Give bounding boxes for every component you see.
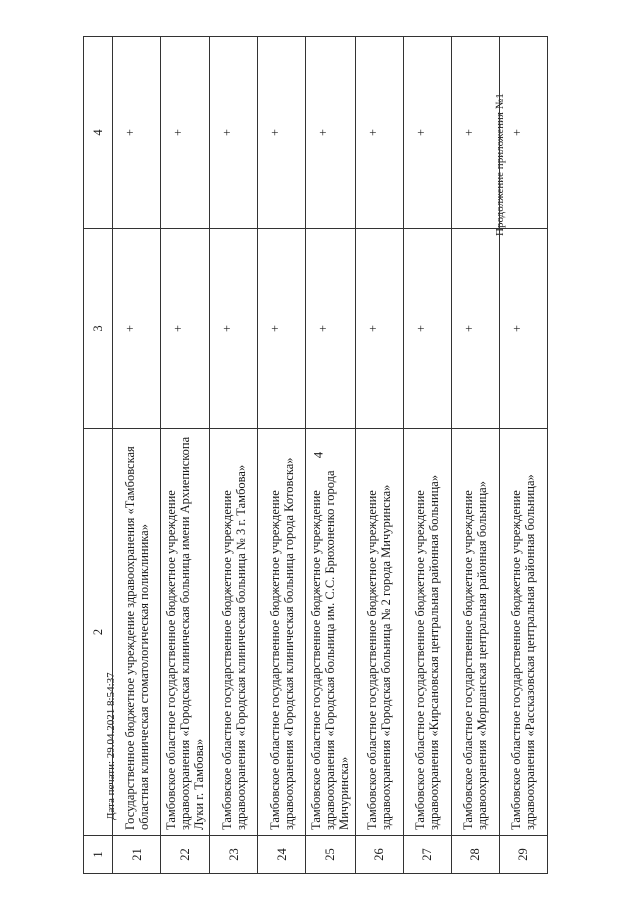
institution-name: Тамбовское областное государственное бюджетное учреждение здравоохранения «Городская больница № 2 города Мичуринска» — [355, 429, 403, 836]
institutions-table-container — [83, 37, 548, 874]
institution-name: Государственное бюджетное учреждение здравоохранения «Тамбовская областная клиническая стоматологическая поликлиника» — [113, 429, 161, 836]
institution-name: Тамбовское областное государственное бюджетное учреждение здравоохранения «Городская клиническая больница имени Архиепископа Луки г. Тамбова» — [161, 429, 210, 836]
row-number: 29 — [499, 836, 547, 874]
row-number: 25 — [306, 836, 355, 874]
column-4-mark: + — [258, 37, 306, 229]
column-header-2: 2 — [84, 429, 113, 836]
row-number: 27 — [403, 836, 451, 874]
table-row — [403, 37, 451, 874]
column-3-mark: + — [113, 229, 161, 429]
appendix-continuation-note: Продолжение приложения №1 — [494, 93, 506, 236]
row-number: 21 — [113, 836, 161, 874]
column-4-mark: + — [403, 37, 451, 229]
column-3-mark: + — [306, 229, 355, 429]
column-3-mark: + — [451, 229, 499, 429]
institution-name: Тамбовское областное государственное бюджетное учреждение здравоохранения «Кирсановская центральная районная больница» — [403, 429, 451, 836]
column-3-mark: + — [355, 229, 403, 429]
institutions-table — [83, 36, 548, 874]
table-row — [355, 37, 403, 874]
institution-name: Тамбовское областное государственное бюджетное учреждение здравоохранения «Городская больница им. С.С. Брюхоненко города Мичуринска» — [306, 429, 355, 836]
column-header-4: 4 — [84, 37, 113, 229]
table-row — [499, 37, 547, 874]
page-number: 4 — [310, 451, 326, 459]
institution-name: Тамбовское областное государственное бюджетное учреждение здравоохранения «Моршанская центральная районная больница» — [451, 429, 499, 836]
column-4-mark: + — [499, 37, 547, 229]
table-row — [306, 37, 355, 874]
table-row — [113, 37, 161, 874]
column-3-mark: + — [403, 229, 451, 429]
column-3-mark: + — [258, 229, 306, 429]
column-header-1: 1 — [84, 836, 113, 874]
table-row — [210, 37, 258, 874]
row-number: 26 — [355, 836, 403, 874]
row-number: 23 — [210, 836, 258, 874]
column-3-mark: + — [499, 229, 547, 429]
table-row — [451, 37, 499, 874]
column-4-mark: + — [210, 37, 258, 229]
column-4-mark: + — [355, 37, 403, 229]
row-number: 22 — [161, 836, 210, 874]
column-4-mark: + — [451, 37, 499, 229]
column-3-mark: + — [161, 229, 210, 429]
column-4-mark: + — [161, 37, 210, 229]
institution-name: Тамбовское областное государственное бюджетное учреждение здравоохранения «Городская клиническая больница № 3 г. Тамбова» — [210, 429, 258, 836]
table-header-row — [84, 37, 113, 874]
institution-name: Тамбовское областное государственное бюджетное учреждение здравоохранения «Городская клиническая больница города Котовска» — [258, 429, 306, 836]
institution-name: Тамбовское областное государственное бюджетное учреждение здравоохранения «Рассказовская центральная районная больница» — [499, 429, 547, 836]
table-row — [161, 37, 210, 874]
row-number: 24 — [258, 836, 306, 874]
row-number: 28 — [451, 836, 499, 874]
column-header-3: 3 — [84, 229, 113, 429]
column-4-mark: + — [113, 37, 161, 229]
column-4-mark: + — [306, 37, 355, 229]
table-row — [258, 37, 306, 874]
column-3-mark: + — [210, 229, 258, 429]
